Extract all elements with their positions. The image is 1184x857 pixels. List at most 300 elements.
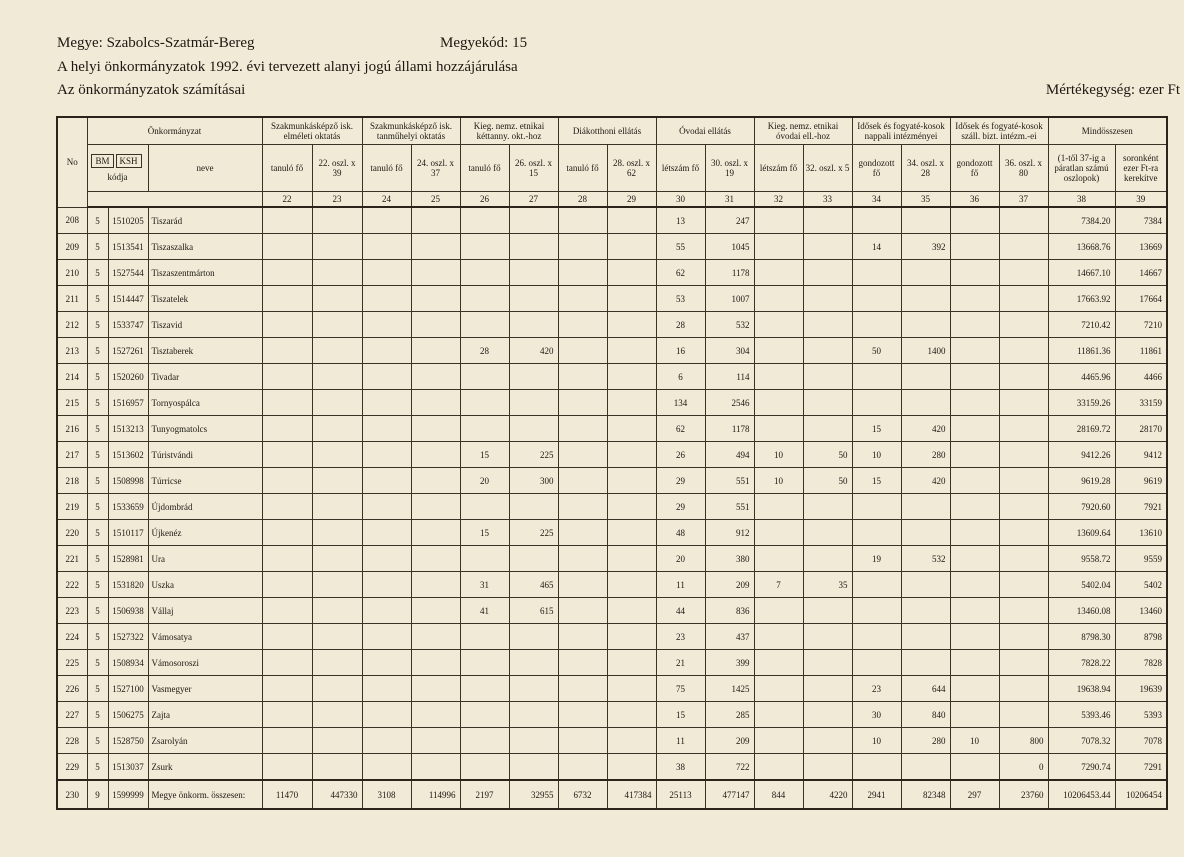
- bm-code: 5: [87, 494, 108, 520]
- value-cell: [312, 442, 362, 468]
- value-cell: [460, 676, 509, 702]
- no-header: No: [57, 117, 87, 207]
- ksh-code: 1514447: [108, 286, 148, 312]
- table-row: [57, 624, 1167, 650]
- bm-code: 5: [87, 702, 108, 728]
- value-cell: [558, 624, 607, 650]
- value-cell: [362, 207, 411, 234]
- value-cell: [607, 364, 656, 390]
- value-cell: [509, 624, 558, 650]
- value-cell: [607, 468, 656, 494]
- municipality-name: Ura: [148, 546, 262, 572]
- value-cell: 19: [852, 546, 901, 572]
- row-no: 230: [57, 780, 87, 809]
- column-number: 26: [460, 192, 509, 208]
- column-number: 33: [803, 192, 852, 208]
- sub-header: 30. oszl. x 19: [705, 145, 754, 192]
- value-cell: [362, 312, 411, 338]
- value-cell: [558, 260, 607, 286]
- value-cell: [312, 286, 362, 312]
- value-cell: 532: [901, 546, 950, 572]
- value-cell: [901, 286, 950, 312]
- value-cell: [852, 364, 901, 390]
- value-cell: [362, 416, 411, 442]
- colnum-spacer: [87, 192, 262, 208]
- row-no: 215: [57, 390, 87, 416]
- value-cell: [607, 390, 656, 416]
- value-cell: [558, 442, 607, 468]
- value-cell: 17664: [1115, 286, 1167, 312]
- value-cell: 15: [852, 416, 901, 442]
- ksh-code: 1516957: [108, 390, 148, 416]
- value-cell: [950, 364, 999, 390]
- row-no: 228: [57, 728, 87, 754]
- value-cell: 2546: [705, 390, 754, 416]
- row-no: 210: [57, 260, 87, 286]
- value-cell: 844: [754, 780, 803, 809]
- row-no: 209: [57, 234, 87, 260]
- value-cell: [312, 260, 362, 286]
- value-cell: [262, 624, 312, 650]
- value-cell: [607, 546, 656, 572]
- onkormanyzat-header: Önkormányzat: [87, 117, 262, 145]
- value-cell: [558, 520, 607, 546]
- value-cell: [950, 416, 999, 442]
- column-number: 22: [262, 192, 312, 208]
- row-no: 219: [57, 494, 87, 520]
- value-cell: [803, 207, 852, 234]
- bm-code: 5: [87, 442, 108, 468]
- bm-code: 5: [87, 624, 108, 650]
- bm-code: 5: [87, 546, 108, 572]
- value-cell: [754, 702, 803, 728]
- value-cell: [754, 390, 803, 416]
- value-cell: 4465.96: [1048, 364, 1115, 390]
- value-cell: [312, 650, 362, 676]
- value-cell: 7078.32: [1048, 728, 1115, 754]
- value-cell: [803, 624, 852, 650]
- column-number: 29: [607, 192, 656, 208]
- bm-code: 5: [87, 754, 108, 781]
- bm-code: 5: [87, 728, 108, 754]
- value-cell: [803, 234, 852, 260]
- value-cell: [999, 338, 1048, 364]
- table-row: [57, 702, 1167, 728]
- value-cell: 7210.42: [1048, 312, 1115, 338]
- value-cell: [803, 416, 852, 442]
- value-cell: [754, 260, 803, 286]
- value-cell: [558, 494, 607, 520]
- column-number: 28: [558, 192, 607, 208]
- value-cell: [262, 754, 312, 781]
- value-cell: [999, 260, 1048, 286]
- value-cell: [950, 520, 999, 546]
- bm-code: 9: [87, 780, 108, 809]
- value-cell: [999, 364, 1048, 390]
- value-cell: [754, 520, 803, 546]
- row-no: 222: [57, 572, 87, 598]
- value-cell: 29: [656, 494, 705, 520]
- value-cell: 31: [460, 572, 509, 598]
- value-cell: [312, 754, 362, 781]
- value-cell: [803, 728, 852, 754]
- sub-header: 26. oszl. x 15: [509, 145, 558, 192]
- value-cell: [999, 572, 1048, 598]
- value-cell: 20: [656, 546, 705, 572]
- value-cell: [754, 676, 803, 702]
- value-cell: [607, 572, 656, 598]
- row-no: 221: [57, 546, 87, 572]
- value-cell: [852, 520, 901, 546]
- column-number: 37: [999, 192, 1048, 208]
- table-header: [57, 117, 1167, 207]
- value-cell: [362, 468, 411, 494]
- value-cell: 15: [460, 442, 509, 468]
- value-cell: 10: [852, 728, 901, 754]
- value-cell: [754, 207, 803, 234]
- value-cell: [803, 754, 852, 781]
- value-cell: [262, 312, 312, 338]
- column-number: 35: [901, 192, 950, 208]
- value-cell: 10: [852, 442, 901, 468]
- value-cell: [803, 312, 852, 338]
- value-cell: [852, 754, 901, 781]
- value-cell: [362, 390, 411, 416]
- ksh-code: 1527322: [108, 624, 148, 650]
- value-cell: 14: [852, 234, 901, 260]
- municipality-name: Tiszaszalka: [148, 234, 262, 260]
- value-cell: [411, 754, 460, 781]
- sub-header: gondozott fő: [950, 145, 999, 192]
- table-row: [57, 546, 1167, 572]
- value-cell: [312, 728, 362, 754]
- value-cell: [852, 207, 901, 234]
- sub-header: tanuló fő: [362, 145, 411, 192]
- value-cell: 11861: [1115, 338, 1167, 364]
- value-cell: [999, 312, 1048, 338]
- value-cell: [411, 572, 460, 598]
- ksh-code: 1527261: [108, 338, 148, 364]
- value-cell: [509, 754, 558, 781]
- value-cell: [852, 650, 901, 676]
- value-cell: [262, 572, 312, 598]
- value-cell: [509, 286, 558, 312]
- bm-code: 5: [87, 286, 108, 312]
- value-cell: [262, 676, 312, 702]
- unit-label: Mértékegység: ezer Ft: [1045, 82, 1180, 98]
- value-cell: 1178: [705, 260, 754, 286]
- value-cell: [262, 416, 312, 442]
- value-cell: [950, 312, 999, 338]
- value-cell: [362, 234, 411, 260]
- value-cell: 9559: [1115, 546, 1167, 572]
- value-cell: [754, 754, 803, 781]
- value-cell: 465: [509, 572, 558, 598]
- value-cell: [262, 598, 312, 624]
- ksh-label: KSH: [116, 154, 142, 168]
- value-cell: 615: [509, 598, 558, 624]
- column-number: 36: [950, 192, 999, 208]
- value-cell: [999, 598, 1048, 624]
- table-row: [57, 572, 1167, 598]
- value-cell: [950, 754, 999, 781]
- bm-code: 5: [87, 207, 108, 234]
- ksh-code: 1533659: [108, 494, 148, 520]
- value-cell: [558, 338, 607, 364]
- document-subtitle: Az önkormányzatok számításai: [57, 82, 246, 98]
- table-row: [57, 650, 1167, 676]
- column-number: 38: [1048, 192, 1115, 208]
- value-cell: [460, 390, 509, 416]
- value-cell: 399: [705, 650, 754, 676]
- value-cell: [362, 650, 411, 676]
- value-cell: 23: [852, 676, 901, 702]
- value-cell: 1178: [705, 416, 754, 442]
- value-cell: [803, 650, 852, 676]
- table-row: [57, 286, 1167, 312]
- value-cell: [607, 260, 656, 286]
- value-cell: 9619: [1115, 468, 1167, 494]
- value-cell: 15: [852, 468, 901, 494]
- municipality-name: Tiszatelek: [148, 286, 262, 312]
- ksh-code: 1513037: [108, 754, 148, 781]
- value-cell: [312, 416, 362, 442]
- value-cell: [901, 390, 950, 416]
- value-cell: 75: [656, 676, 705, 702]
- value-cell: [558, 572, 607, 598]
- municipality-name: Túrricse: [148, 468, 262, 494]
- value-cell: [509, 207, 558, 234]
- value-cell: 912: [705, 520, 754, 546]
- value-cell: [460, 546, 509, 572]
- value-cell: 7078: [1115, 728, 1167, 754]
- value-cell: 209: [705, 728, 754, 754]
- bm-code: 5: [87, 338, 108, 364]
- value-cell: [312, 338, 362, 364]
- column-number: 25: [411, 192, 460, 208]
- value-cell: [803, 338, 852, 364]
- municipality-name: Újkenéz: [148, 520, 262, 546]
- value-cell: [312, 390, 362, 416]
- value-cell: 420: [901, 468, 950, 494]
- value-cell: [950, 442, 999, 468]
- value-cell: 9412.26: [1048, 442, 1115, 468]
- value-cell: [312, 207, 362, 234]
- value-cell: [803, 260, 852, 286]
- value-cell: [803, 286, 852, 312]
- row-no: 225: [57, 650, 87, 676]
- sub-header: soronként ezer Ft-ra kerekítve: [1115, 145, 1167, 192]
- value-cell: 9558.72: [1048, 546, 1115, 572]
- value-cell: 50: [803, 442, 852, 468]
- value-cell: 494: [705, 442, 754, 468]
- value-cell: [852, 598, 901, 624]
- bm-code: 5: [87, 364, 108, 390]
- value-cell: [460, 207, 509, 234]
- value-cell: [852, 494, 901, 520]
- municipality-name: Uszka: [148, 572, 262, 598]
- value-cell: [950, 546, 999, 572]
- value-cell: 6732: [558, 780, 607, 809]
- value-cell: [754, 494, 803, 520]
- value-cell: 447330: [312, 780, 362, 809]
- value-cell: [411, 286, 460, 312]
- value-cell: 44: [656, 598, 705, 624]
- value-cell: 11: [656, 572, 705, 598]
- value-cell: 53: [656, 286, 705, 312]
- value-cell: 28169.72: [1048, 416, 1115, 442]
- row-no: 223: [57, 598, 87, 624]
- group-header: Óvodai ellátás: [656, 117, 754, 145]
- municipality-name: Vámosatya: [148, 624, 262, 650]
- value-cell: 32955: [509, 780, 558, 809]
- sub-header: létszám fő: [754, 145, 803, 192]
- header-row-sub: [57, 145, 1167, 192]
- value-cell: [999, 546, 1048, 572]
- value-cell: [950, 390, 999, 416]
- value-cell: [362, 442, 411, 468]
- value-cell: 5393.46: [1048, 702, 1115, 728]
- value-cell: 13669: [1115, 234, 1167, 260]
- value-cell: 6: [656, 364, 705, 390]
- value-cell: [607, 442, 656, 468]
- table-row: [57, 416, 1167, 442]
- municipality-name: Tornyospálca: [148, 390, 262, 416]
- header-row-colnums: [57, 192, 1167, 208]
- value-cell: [312, 624, 362, 650]
- value-cell: [558, 416, 607, 442]
- value-cell: [312, 364, 362, 390]
- table-row: [57, 442, 1167, 468]
- value-cell: 5402: [1115, 572, 1167, 598]
- bm-code: 5: [87, 312, 108, 338]
- value-cell: [754, 624, 803, 650]
- value-cell: 13: [656, 207, 705, 234]
- value-cell: [901, 364, 950, 390]
- table-row: [57, 234, 1167, 260]
- value-cell: 15: [460, 520, 509, 546]
- value-cell: [607, 650, 656, 676]
- value-cell: [509, 494, 558, 520]
- value-cell: [901, 207, 950, 234]
- value-cell: [411, 234, 460, 260]
- bm-code: 5: [87, 676, 108, 702]
- value-cell: [950, 207, 999, 234]
- value-cell: 2941: [852, 780, 901, 809]
- value-cell: 10206453.44: [1048, 780, 1115, 809]
- value-cell: [558, 676, 607, 702]
- bm-code: 5: [87, 520, 108, 546]
- value-cell: 5402.04: [1048, 572, 1115, 598]
- value-cell: 1045: [705, 234, 754, 260]
- row-no: 224: [57, 624, 87, 650]
- value-cell: 420: [509, 338, 558, 364]
- sub-header: létszám fő: [656, 145, 705, 192]
- value-cell: [901, 260, 950, 286]
- value-cell: 55: [656, 234, 705, 260]
- municipality-name: Tiszarád: [148, 207, 262, 234]
- value-cell: [558, 390, 607, 416]
- value-cell: 280: [901, 728, 950, 754]
- value-cell: 13609.64: [1048, 520, 1115, 546]
- value-cell: [607, 416, 656, 442]
- value-cell: [509, 728, 558, 754]
- table-row: [57, 598, 1167, 624]
- value-cell: 10: [950, 728, 999, 754]
- value-cell: 7828.22: [1048, 650, 1115, 676]
- value-cell: 29: [656, 468, 705, 494]
- value-cell: 62: [656, 416, 705, 442]
- value-cell: [607, 702, 656, 728]
- value-cell: 48: [656, 520, 705, 546]
- value-cell: [558, 364, 607, 390]
- sub-header: 24. oszl. x 37: [411, 145, 460, 192]
- value-cell: [558, 728, 607, 754]
- value-cell: 4220: [803, 780, 852, 809]
- value-cell: [411, 390, 460, 416]
- value-cell: [607, 754, 656, 781]
- ksh-code: 1508998: [108, 468, 148, 494]
- value-cell: [509, 260, 558, 286]
- municipality-name: Tivadar: [148, 364, 262, 390]
- value-cell: [362, 624, 411, 650]
- value-cell: [999, 624, 1048, 650]
- value-cell: 7921: [1115, 494, 1167, 520]
- value-cell: [999, 494, 1048, 520]
- value-cell: 7: [754, 572, 803, 598]
- value-cell: [411, 624, 460, 650]
- value-cell: 420: [901, 416, 950, 442]
- value-cell: [999, 702, 1048, 728]
- value-cell: [460, 650, 509, 676]
- table-row: [57, 754, 1167, 781]
- value-cell: [362, 520, 411, 546]
- value-cell: [999, 416, 1048, 442]
- value-cell: [411, 416, 460, 442]
- value-cell: [411, 728, 460, 754]
- value-cell: 13668.76: [1048, 234, 1115, 260]
- value-cell: [362, 364, 411, 390]
- sub-header: (1-től 37-ig a páratlan számú oszlopok): [1048, 145, 1115, 192]
- ksh-code: 1508934: [108, 650, 148, 676]
- value-cell: 33159: [1115, 390, 1167, 416]
- value-cell: [803, 676, 852, 702]
- group-header: Szakmunkásképző isk. tanműhelyi oktatás: [362, 117, 460, 145]
- row-no: 213: [57, 338, 87, 364]
- value-cell: 28: [656, 312, 705, 338]
- value-cell: 9619.28: [1048, 468, 1115, 494]
- municipality-name: Tisztaberek: [148, 338, 262, 364]
- value-cell: 134: [656, 390, 705, 416]
- value-cell: [852, 390, 901, 416]
- value-cell: 551: [705, 494, 754, 520]
- value-cell: [558, 546, 607, 572]
- sub-header: tanuló fő: [460, 145, 509, 192]
- value-cell: [754, 364, 803, 390]
- group-header: Idősek és fogyaté-kosok száll. bizt. intézm.-ei: [950, 117, 1048, 145]
- value-cell: 33159.26: [1048, 390, 1115, 416]
- value-cell: [460, 364, 509, 390]
- value-cell: [509, 650, 558, 676]
- value-cell: 50: [803, 468, 852, 494]
- column-number: 39: [1115, 192, 1167, 208]
- row-no: 214: [57, 364, 87, 390]
- row-no: 211: [57, 286, 87, 312]
- value-cell: [411, 468, 460, 494]
- value-cell: 1400: [901, 338, 950, 364]
- value-cell: [362, 676, 411, 702]
- municipality-name: Zsurk: [148, 754, 262, 781]
